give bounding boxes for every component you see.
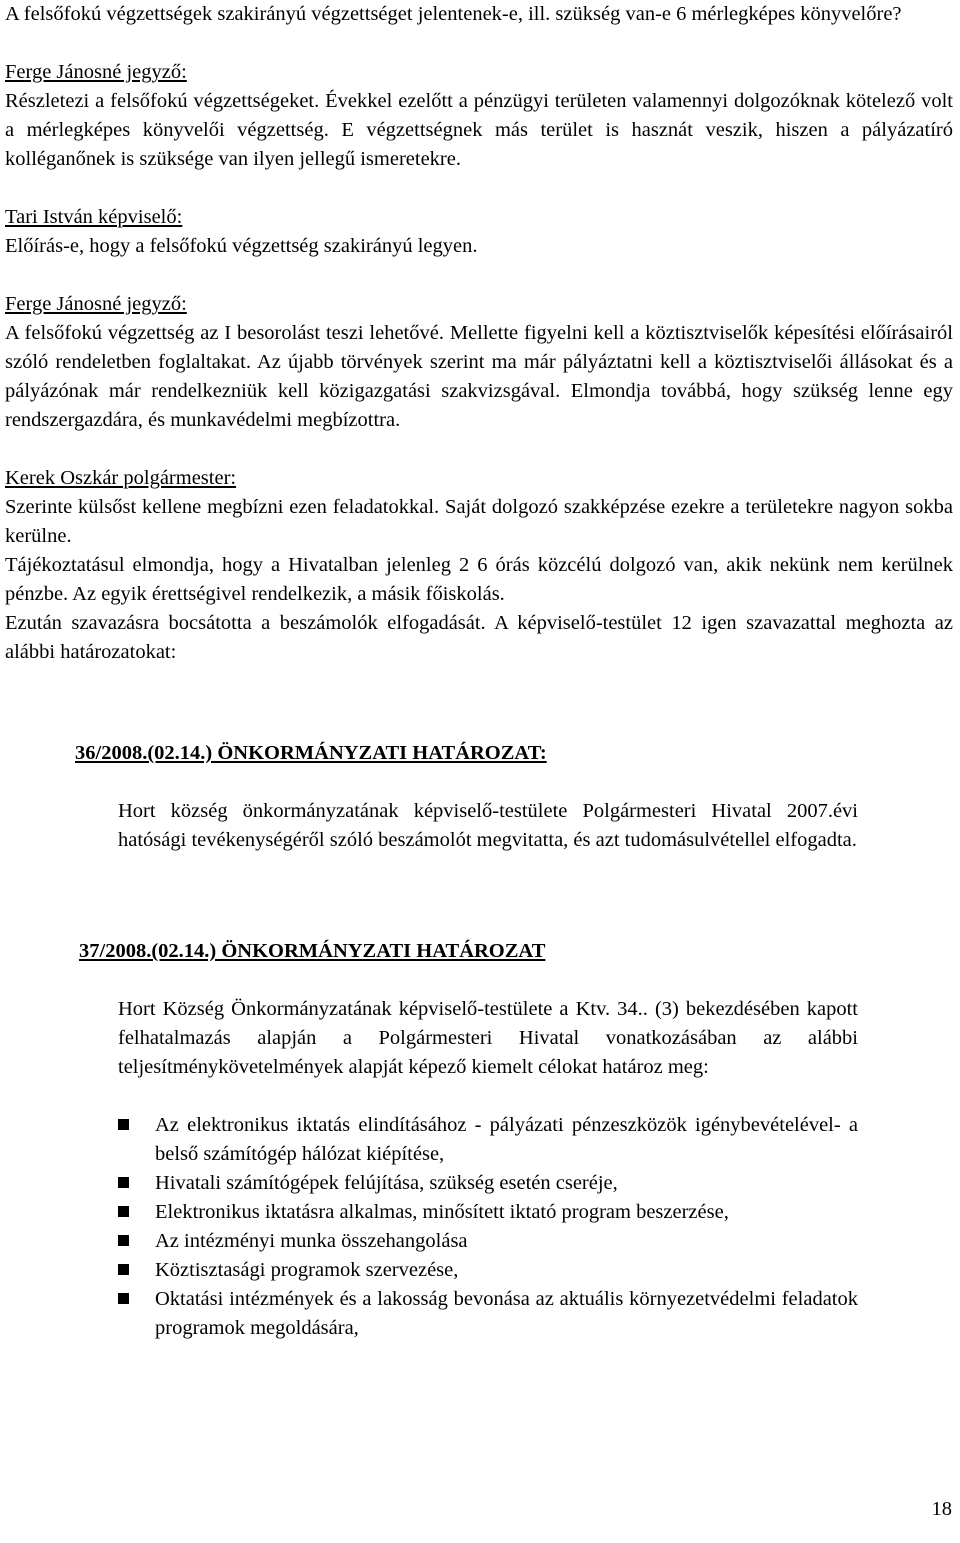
speech-paragraph: Szerinte külsőst kellene megbízni ezen feladatokkal. Saját dolgozó szakképzése ezekre a területekre nagyon sokba kerülne. xyxy=(5,496,953,547)
speaker-label: Ferge Jánosné jegyző: xyxy=(5,61,187,83)
list-item: Oktatási intézmények és a lakosság bevonása az aktuális környezetvédelmi feladatok programok megoldására, xyxy=(118,1285,858,1343)
list-item: Az intézményi munka összehangolása xyxy=(118,1227,858,1256)
speaker-label: Tari István képviselő: xyxy=(5,206,183,228)
intro-paragraph: A felsőfokú végzettségek szakirányú végzettséget jelentenek-e, ill. szükség van-e 6 mérlegképes könyvelőre? xyxy=(5,3,902,25)
square-bullet-icon xyxy=(118,1264,129,1275)
resolution-text: Hort község önkormányzatának képviselő-testülete Polgármesteri Hivatal 2007.évi hatósági tevékenységéről szóló beszámolót megvitatta, és azt tudomásulvétellel elfogadta. xyxy=(118,800,858,851)
resolution-text: Hort Község Önkormányzatának képviselő-testülete a Ktv. 34.. (3) bekezdésében kapott felhatalmazás alapján a Polgármesteri Hivatal vonatkozásában az alábbi teljesítménykövetelmények alapját képező kiemelt célokat határoz meg: xyxy=(118,998,858,1078)
resolution-body xyxy=(118,995,858,1343)
speech-paragraph: Részletezi a felsőfokú végzettségeket. Évekkel ezelőtt a pénzügyi területen valamennyi dolgozóknak kötelező volt a mérlegképes könyvelői végzettség. E végzettségnek más terület is hasznát veszik, hiszen a pályázatíró kolléganőnek is szüksége van ilyen jellegű ismeretekre. xyxy=(5,90,953,170)
speech-paragraph: Ezután szavazásra bocsátotta a beszámolók elfogadását. A képviselő-testület 12 igen szavazattal meghozta az alábbi határozatokat: xyxy=(5,612,953,663)
square-bullet-icon xyxy=(118,1293,129,1304)
list-item: Elektronikus iktatásra alkalmas, minősített iktató program beszerzése, xyxy=(118,1198,858,1227)
list-item: Az elektronikus iktatás elindításához - pályázati pénzeszközök igénybevételével- a belső számítógép hálózat kiépítése, xyxy=(118,1111,858,1169)
speech-paragraph: Tájékoztatásul elmondja, hogy a Hivatalban jelenleg 2 6 órás közcélú dolgozó van, akik nekünk nem kerülnek pénzbe. Az egyik érettségivel rendelkezik, a másik főiskolás. xyxy=(5,554,953,605)
speech-paragraph: Előírás-e, hogy a felsőfokú végzettség szakirányú legyen. xyxy=(5,235,478,257)
speaker-label: Kerek Oszkár polgármester: xyxy=(5,467,237,489)
list-item: Köztisztasági programok szervezése, xyxy=(118,1256,858,1285)
square-bullet-icon xyxy=(118,1206,129,1217)
square-bullet-icon xyxy=(118,1235,129,1246)
page-number: 18 xyxy=(931,1498,952,1520)
speech-paragraph: A felsőfokú végzettség az I besorolást teszi lehetővé. Mellette figyelni kell a köztisztviselők képesítési előírásairól szóló rendeletben foglaltakat. Az újabb törvények szerint ma már pályáztatni kell a köztisztviselői állásokat és a pályázónak már rendelkezniük kell közigazgatási szakvizsgával. Elmondja továbbá, hogy szükség lenne egy rendszergazdára, és munkavédelmi megbízottra. xyxy=(5,322,953,431)
document-page xyxy=(5,0,953,1343)
speaker-label: Ferge Jánosné jegyző: xyxy=(5,293,187,315)
square-bullet-icon xyxy=(118,1119,129,1130)
resolution-title: 37/2008.(02.14.) ÖNKORMÁNYZATI HATÁROZAT xyxy=(79,940,546,962)
list-item: Hivatali számítógépek felújítása, szükség esetén cseréje, xyxy=(118,1169,858,1198)
resolution-title: 36/2008.(02.14.) ÖNKORMÁNYZATI HATÁROZAT: xyxy=(75,742,547,764)
square-bullet-icon xyxy=(118,1177,129,1188)
resolution-body xyxy=(118,797,858,855)
goal-list xyxy=(118,1111,858,1343)
